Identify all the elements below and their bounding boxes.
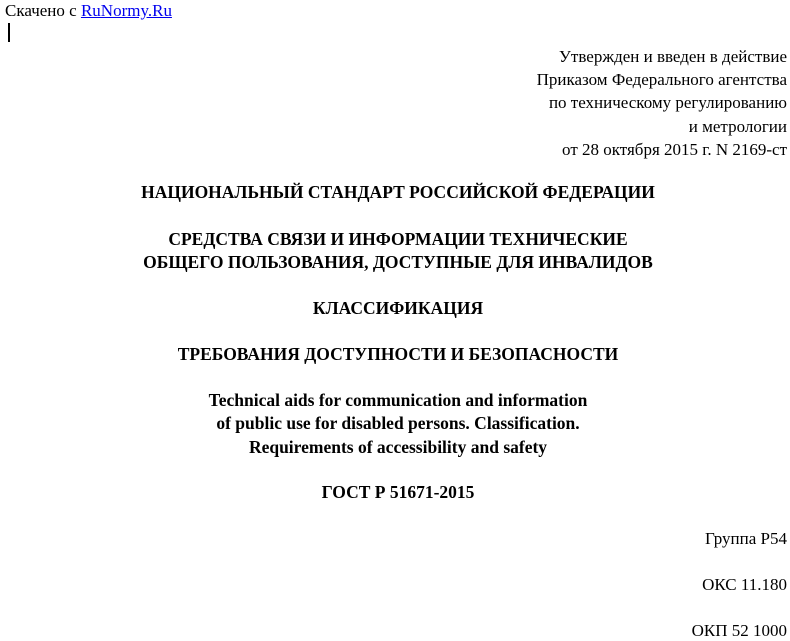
okp-code: ОКП 52 1000 xyxy=(691,621,787,640)
approval-line: Приказом Федерального агентства xyxy=(536,70,787,90)
source-prefix: Скачено с xyxy=(5,1,77,20)
english-title-line: Requirements of accessibility and safety xyxy=(248,436,548,457)
source-attribution xyxy=(5,1,172,21)
approval-line: и метрологии xyxy=(688,116,787,136)
standard-title-line: СРЕДСТВА СВЯЗИ И ИНФОРМАЦИИ ТЕХНИЧЕСКИЕ xyxy=(168,229,628,249)
standard-title xyxy=(0,228,790,274)
group-code: Группа Р54 xyxy=(705,529,787,548)
english-title xyxy=(0,389,790,459)
text-cursor xyxy=(8,23,10,42)
standard-code: ГОСТ Р 51671-2015 xyxy=(321,482,475,502)
requirements-heading: ТРЕБОВАНИЯ ДОСТУПНОСТИ И БЕЗОПАСНОСТИ xyxy=(177,344,619,364)
oks-code: ОКС 11.180 xyxy=(702,575,787,594)
classification-heading: КЛАССИФИКАЦИЯ xyxy=(312,298,484,318)
standard-title-line: ОБЩЕГО ПОЛЬЗОВАНИЯ, ДОСТУПНЫЕ ДЛЯ ИНВАЛИДОВ xyxy=(143,252,653,272)
english-title-line: of public use for disabled persons. Classification. xyxy=(216,413,580,434)
source-link[interactable]: RuNormy.Ru xyxy=(80,1,172,20)
approval-block xyxy=(537,45,787,161)
approval-line: по техническому регулированию xyxy=(548,93,787,113)
approval-line: от 28 октября 2015 г. N 2169-ст xyxy=(562,139,787,159)
national-standard-heading: НАЦИОНАЛЬНЫЙ СТАНДАРТ РОССИЙСКОЙ ФЕДЕРАЦИИ xyxy=(141,182,655,202)
approval-line: Утвержден и введен в действие xyxy=(558,47,787,66)
english-title-line: Technical aids for communication and information xyxy=(208,390,588,410)
